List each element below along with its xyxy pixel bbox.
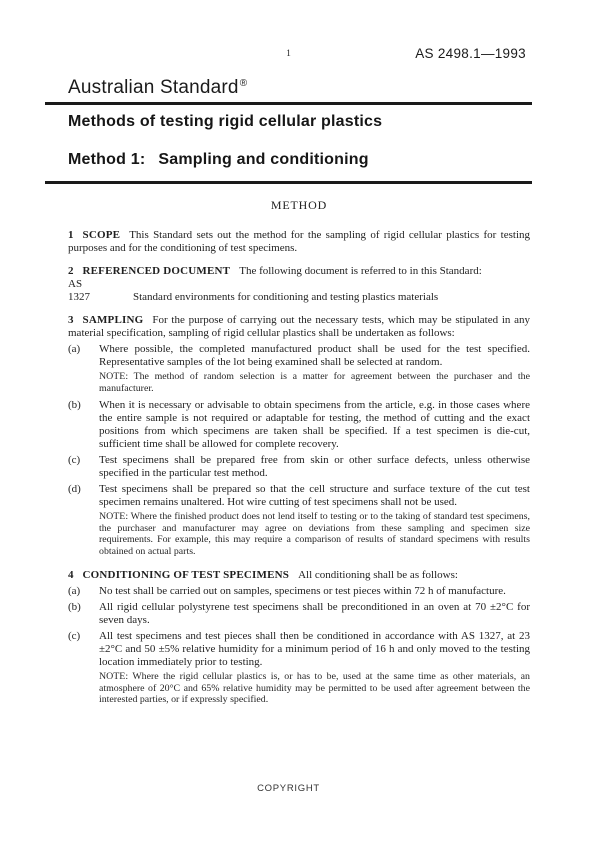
copyright-footer: COPYRIGHT [257,783,320,794]
section-text: The following document is referred to in this Standard: [239,265,482,277]
doc-reference: AS 2498.1—1993 [415,46,526,61]
section-text: All conditioning shall be as follows: [298,569,458,581]
section-referenced-document [68,265,530,278]
section-conditioning [68,569,530,582]
section-number: 2 [68,265,74,277]
method-name: Sampling and conditioning [158,151,369,168]
note-text: NOTE: Where the rigid cellular plastics is, or has to be, used at the same time as other materials, an atmosphere of 20°C and 65% relative humidity may be permitted to be used after agreement between the interested parties, or if expressly specified. [99,671,530,705]
section-title: SCOPE [82,229,121,241]
list-item-label: (d) [68,483,81,495]
list-item-label: (a) [68,585,81,597]
reference-block [68,278,530,304]
list-item-label: (c) [68,630,81,642]
method-number: Method 1: [68,151,146,168]
list-item-text: Test specimens shall be prepared so that the cell structure and surface texture of the cut test specimen remains unaltered. Hot wire cutting of test specimens shall not be used. [99,483,530,508]
note-text: NOTE: The method of random selection is a matter for agreement between the purchaser and the manufacturer. [99,371,530,394]
registered-mark: ® [239,78,248,89]
list-item [68,399,530,451]
divider-bottom [45,181,532,184]
section-title: REFERENCED DOCUMENT [82,265,231,277]
reference-row [68,291,530,304]
page-number: 1 [286,49,291,59]
section-title: CONDITIONING OF TEST SPECIMENS [82,569,290,581]
section-number: 4 [68,569,74,581]
method-heading: METHOD [270,198,328,212]
list-item-text: Test specimens shall be prepared free from skin or other surface defects, unless otherwise specified in the particular test method. [99,454,530,479]
list-item-text: All test specimens and test pieces shall then be conditioned in accordance with AS 1327, at 23 ±2°C and 50 ±5% relative humidity for a minimum period of 16 h and only moved to the testing location immediately prior to testing. [99,630,530,668]
list-item-text: When it is necessary or advisable to obtain specimens from the article, e.g. in those cases where the entire sample is not required or adaptable for testing, the method of cutting and the exact positions from which specimens are taken shall be specified. If a test specimen is die-cut, sufficient time shall be allowed for complete recovery. [99,399,530,450]
section-text: For the purpose of carrying out the necessary tests, which may be stipulated in any material specification, sampling of rigid cellular plastics shall be undertaken as follows: [68,314,530,339]
list-item [68,343,530,396]
list-item-label: (c) [68,454,81,466]
list-item-text: Where possible, the completed manufactured product shall be used for the test specified. Representative samples of the lot being examined shall be selected at random. [99,343,530,368]
section-scope [68,229,530,255]
reference-number: 1327 [68,291,90,303]
note-text: NOTE: Where the finished product does not lend itself to testing or to the taking of standard test specimens, the purchaser and manufacturer may agree on deviations from these sampling and specimen size requirements. For example, this may require a comparison of results of standard specimens with results obtained on actual parts. [99,511,530,557]
list-item-text: No test shall be carried out on samples, specimens or test pieces within 72 h of manufacture. [99,585,506,597]
section-number: 3 [68,314,74,326]
list-item [68,630,530,708]
document-body [45,198,532,708]
list-item-text: All rigid cellular polystyrene test specimens shall be preconditioned in an oven at 70 ±2°C for seven days. [99,601,530,626]
list-item-label: (b) [68,399,81,411]
list-item [68,454,530,480]
brand-title [68,77,247,99]
section-sampling [68,314,530,340]
brand-name: Australian Standard [68,77,239,98]
reference-code-prefix: AS [68,278,83,290]
method-subtitle [68,151,369,169]
list-item [68,483,530,559]
list-item [68,601,530,627]
section-text: This Standard sets out the method for the sampling of rigid cellular plastics for testing purposes and for the conditioning of test specimens. [68,229,530,254]
section-number: 1 [68,229,74,241]
list-item-label: (a) [68,343,81,355]
reference-title: Standard environments for conditioning and testing plastics materials [133,291,439,303]
list-item-label: (b) [68,601,81,613]
divider-top [45,102,532,105]
list-item [68,585,530,598]
running-head [45,46,532,62]
section-title: SAMPLING [82,314,144,326]
document-title: Methods of testing rigid cellular plastics [68,113,383,130]
